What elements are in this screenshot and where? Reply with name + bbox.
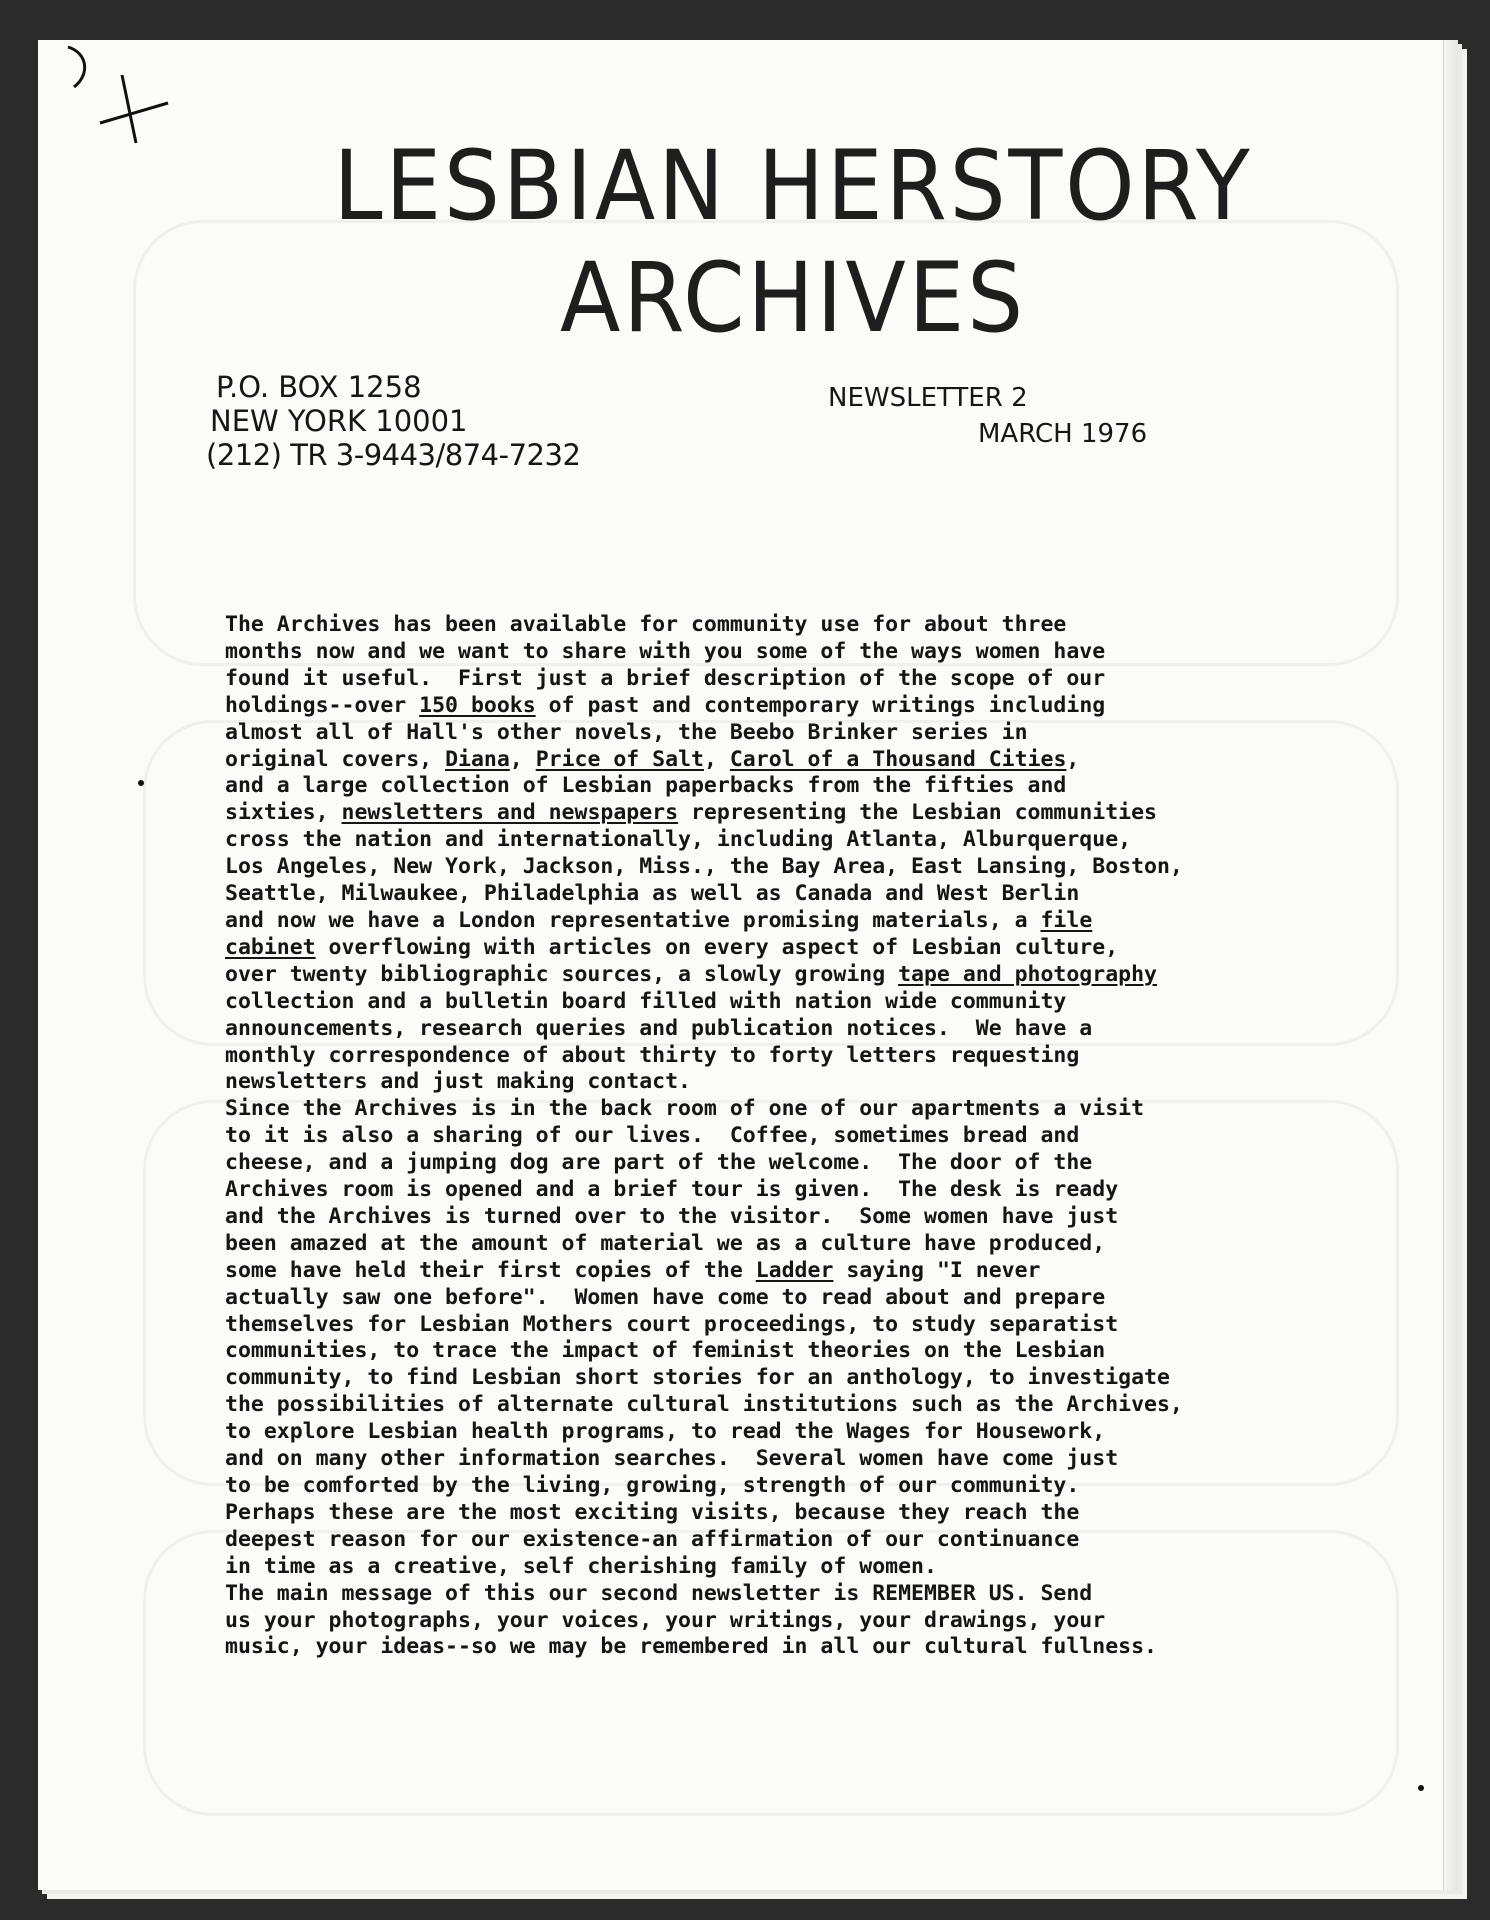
body-line: almost all of Hall's other novels, the Beebo Brinker series in [225,719,1028,745]
body-line: collection and a bulletin board filled with nation wide community [225,988,1067,1014]
body-line: the possibilities of alternate cultural institutions such as the Archives, [225,1392,1183,1418]
body-line: Los Angeles, New York, Jackson, Miss., the Bay Area, East Lansing, Boston, [225,854,1183,880]
phone-number: (212) TR 3-9443/874-7232 [206,438,581,472]
body-line: and now we have a London representative promising materials, a file [225,907,1093,933]
body-line: original covers, Diana, Price of Salt, Carol of a Thousand Cities, [225,746,1080,772]
body-line: themselves for Lesbian Mothers court proceedings, to study separatist [225,1311,1119,1337]
body-line: Seattle, Milwaukee, Philadelphia as well as Canada and West Berlin [225,881,1080,907]
body-line: found it useful. First just a brief description of the scope of our [225,665,1106,691]
masthead-line-1: LESBIAN HERSTORY [333,130,1253,242]
stray-mark [1418,1785,1424,1791]
issue-info [828,380,1147,452]
body-line: some have held their first copies of the Ladder saying "I never [225,1257,1041,1283]
body-line: holdings--over 150 books of past and contemporary writings including [225,692,1106,718]
body-line: to be comforted by the living, growing, strength of our community. [225,1473,1080,1498]
masthead-title [273,130,1313,354]
handwritten-mark-icon [60,45,220,165]
body-line: actually saw one before". Women have come to read about and prepare [225,1284,1106,1310]
stray-mark [138,780,144,786]
body-line: and a large collection of Lesbian paperbacks from the fifties and [225,773,1067,799]
body-line: sixties, newsletters and newspapers representing the Lesbian communities [225,800,1157,826]
body-line: cross the nation and internationally, including Atlanta, Alburquerque, [225,827,1132,853]
body-line: Since the Archives is in the back room of one of our apartments a visit [225,1096,1145,1122]
newsletter-page [38,40,1458,1890]
body-line: The main message of this our second newsletter is REMEMBER US. Send [225,1580,1093,1606]
masthead-line-2: ARCHIVES [560,242,1026,354]
body-line: months now and we want to share with you some of the ways women have [225,638,1106,664]
body-line: been amazed at the amount of material we as a culture have produced, [225,1230,1106,1256]
body-line: deepest reason for our existence-an affirmation of our continuance [225,1526,1080,1552]
body-line: announcements, research queries and publication notices. We have a [225,1015,1093,1041]
body-line: monthly correspondence of about thirty to forty letters requesting [225,1042,1080,1068]
body-line: and on many other information searches. Several women have come just [225,1446,1119,1472]
body-line: cheese, and a jumping dog are part of the welcome. The door of the [225,1150,1093,1176]
body-line: cabinet overflowing with articles on every aspect of Lesbian culture, [225,934,1119,960]
body-line: Archives room is opened and a brief tour is given. The desk is ready [225,1177,1119,1203]
body-line: us your photographs, your voices, your writings, your drawings, your [225,1607,1106,1633]
page-edge [1443,40,1458,1890]
body-line: Perhaps these are the most exciting visits, because they reach the [225,1499,1080,1525]
body-line: newsletters and just making contact. [225,1069,691,1095]
body-line: and the Archives is turned over to the visitor. Some women have just [225,1203,1119,1229]
body-line: community, to find Lesbian short stories for an anthology, to investigate [225,1365,1170,1391]
newsletter-body [225,612,1345,1661]
city-zip: NEW YORK 10001 [210,404,468,438]
body-line: over twenty bibliographic sources, a slowly growing tape and photography [225,961,1157,987]
mailing-address [206,370,580,472]
issue-date: MARCH 1976 [978,419,1148,449]
body-line: to explore Lesbian health programs, to read the Wages for Housework, [225,1419,1106,1445]
newsletter-number: NEWSLETTER 2 [828,383,1028,413]
po-box: P.O. BOX 1258 [216,370,422,404]
body-line: to it is also a sharing of our lives. Coffee, sometimes bread and [225,1123,1080,1149]
body-line: The Archives has been available for community use for about three [225,612,1067,637]
body-line: in time as a creative, self cherishing family of women. [225,1553,937,1579]
body-line: communities, to trace the impact of feminist theories on the Lesbian [225,1338,1106,1364]
body-line: music, your ideas--so we may be remembered in all our cultural fullness. [225,1634,1157,1660]
